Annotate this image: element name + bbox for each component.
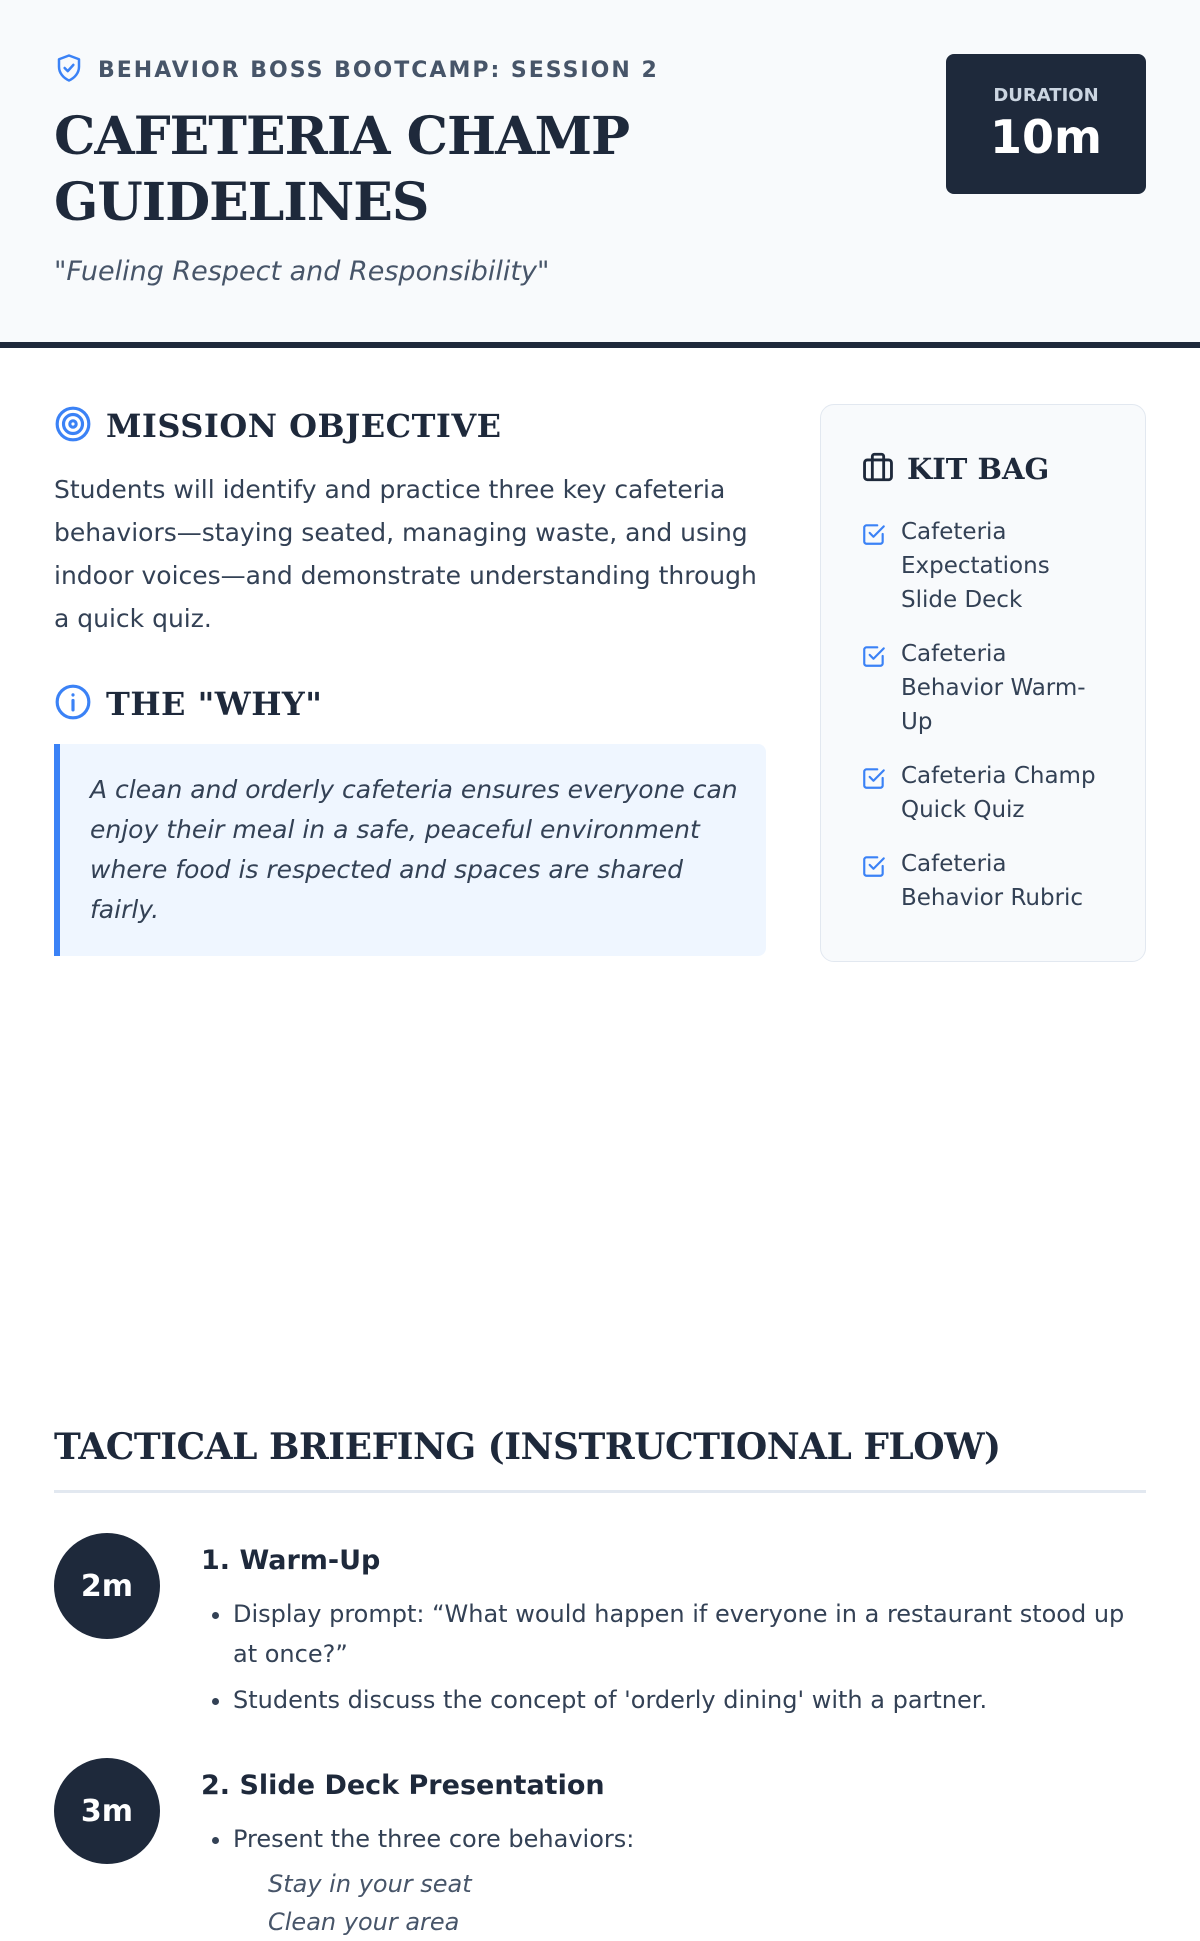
kit-title: KIT BAG xyxy=(907,452,1050,486)
list-item xyxy=(861,637,1105,739)
check-square-icon xyxy=(861,853,887,879)
step-title: 1. Warm-Up xyxy=(201,1545,381,1576)
kit-heading xyxy=(861,449,1105,489)
session-label: BEHAVIOR BOSS BOOTCAMP: SESSION 2 xyxy=(98,57,659,83)
shield-check-icon xyxy=(54,53,84,87)
check-square-icon xyxy=(861,765,887,791)
info-icon xyxy=(54,683,92,725)
step-bullets xyxy=(201,1594,1146,1720)
why-heading xyxy=(54,684,766,724)
tactical-briefing xyxy=(54,1426,1146,1941)
kit-item-label: Cafeteria Expectations Slide Deck xyxy=(901,519,1050,613)
briefcase-icon xyxy=(861,450,895,488)
page-header xyxy=(0,0,1200,348)
behavior-item: Clean your area xyxy=(268,1908,460,1936)
duration-value: 10m xyxy=(990,109,1102,164)
behavior-item: Stay in your seat xyxy=(268,1870,472,1898)
list-item xyxy=(861,515,1105,617)
duration-label: DURATION xyxy=(993,84,1099,106)
mission-text: Students will identify and practice three key cafeteria behaviors—staying seated, managing waste, and using indoor voices—and demonstrate understanding through a quick quiz. xyxy=(54,475,757,633)
list-item xyxy=(861,759,1105,827)
check-square-icon xyxy=(861,643,887,669)
step-title: 2. Slide Deck Presentation xyxy=(201,1770,605,1801)
step-slide-deck xyxy=(54,1758,1146,1941)
step-time-badge: 2m xyxy=(54,1533,160,1639)
left-column xyxy=(54,406,766,956)
why-callout: A clean and orderly cafeteria ensures everyone can enjoy their meal in a safe, peaceful environment where food is respected and spaces are shared fairly. xyxy=(54,744,766,956)
page-title: CAFETERIA CHAMP GUIDELINES xyxy=(54,106,630,233)
kit-item-label: Cafeteria Behavior Rubric xyxy=(901,851,1084,911)
list-item: • Present the three core behaviors: xyxy=(233,1819,1146,1859)
kit-item-label: Cafeteria Behavior Warm-Up xyxy=(901,641,1086,735)
step-bullets xyxy=(201,1819,1146,1859)
target-icon xyxy=(54,405,92,447)
mission-heading xyxy=(54,406,766,446)
step-time-badge: 3m xyxy=(54,1758,160,1864)
mission-title: MISSION OBJECTIVE xyxy=(106,407,502,445)
kit-list xyxy=(861,515,1105,915)
list-item xyxy=(861,847,1105,915)
why-title: THE "WHY" xyxy=(106,685,323,723)
page-subtitle: "Fueling Respect and Responsibility" xyxy=(54,256,550,287)
step-warm-up xyxy=(54,1533,1146,1720)
kit-bag-panel xyxy=(820,404,1146,962)
duration-badge xyxy=(946,54,1146,194)
check-square-icon xyxy=(861,521,887,547)
list-item: • Students discuss the concept of 'orderly dining' with a partner. xyxy=(233,1680,1146,1720)
kit-item-label: Cafeteria Champ Quick Quiz xyxy=(901,763,1096,823)
list-item: • Display prompt: “What would happen if everyone in a restaurant stood up at once?” xyxy=(233,1594,1146,1674)
tactical-title: TACTICAL BRIEFING (INSTRUCTIONAL FLOW) xyxy=(54,1426,1146,1493)
